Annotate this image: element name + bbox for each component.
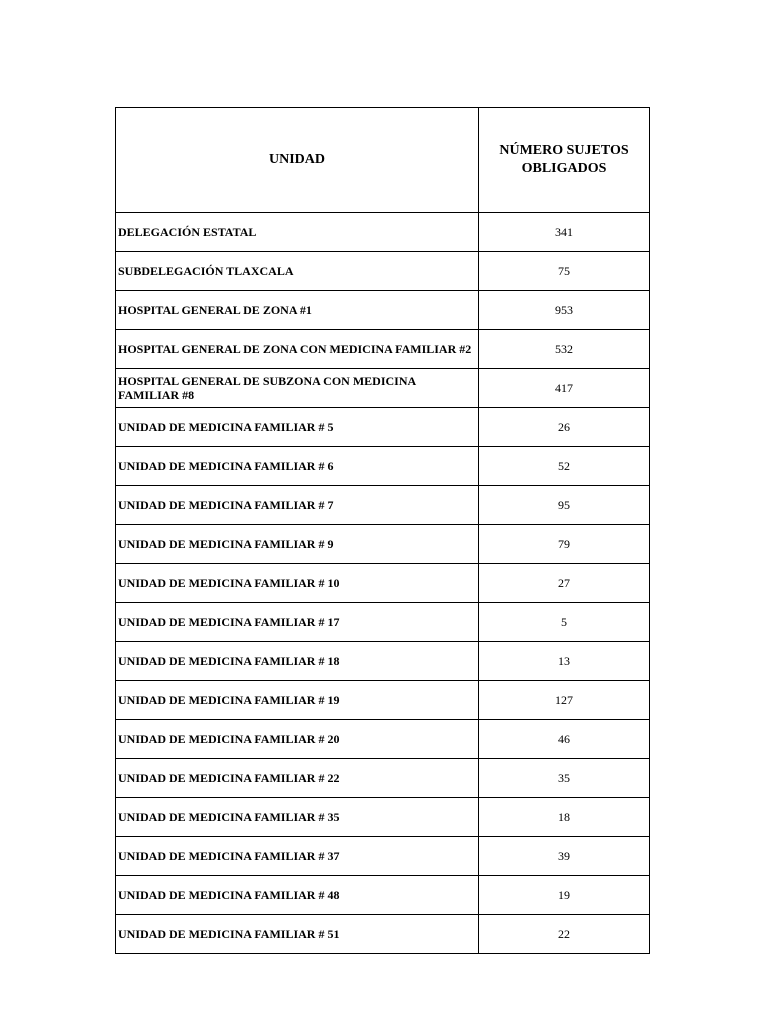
table-row <box>116 252 650 291</box>
count-cell: 5 <box>479 603 650 642</box>
count-cell: 13 <box>479 642 650 681</box>
count-cell: 52 <box>479 447 650 486</box>
unit-cell: HOSPITAL GENERAL DE SUBZONA CON MEDICINA FAMILIAR #8 <box>116 369 479 408</box>
table-row <box>116 876 650 915</box>
table-row <box>116 486 650 525</box>
table-row <box>116 369 650 408</box>
units-table <box>115 107 650 954</box>
count-cell: 22 <box>479 915 650 954</box>
count-cell: 532 <box>479 330 650 369</box>
table-row <box>116 213 650 252</box>
unit-cell: UNIDAD DE MEDICINA FAMILIAR # 35 <box>116 798 479 837</box>
count-cell: 953 <box>479 291 650 330</box>
table-row <box>116 837 650 876</box>
unit-cell: UNIDAD DE MEDICINA FAMILIAR # 22 <box>116 759 479 798</box>
table-row <box>116 915 650 954</box>
unit-cell: UNIDAD DE MEDICINA FAMILIAR # 10 <box>116 564 479 603</box>
table-row <box>116 798 650 837</box>
unit-cell: HOSPITAL GENERAL DE ZONA #1 <box>116 291 479 330</box>
unit-cell: HOSPITAL GENERAL DE ZONA CON MEDICINA FAMILIAR #2 <box>116 330 479 369</box>
unit-cell: UNIDAD DE MEDICINA FAMILIAR # 51 <box>116 915 479 954</box>
unit-cell: UNIDAD DE MEDICINA FAMILIAR # 9 <box>116 525 479 564</box>
unit-cell: UNIDAD DE MEDICINA FAMILIAR # 5 <box>116 408 479 447</box>
count-cell: 341 <box>479 213 650 252</box>
count-cell: 27 <box>479 564 650 603</box>
unit-cell: DELEGACIÓN ESTATAL <box>116 213 479 252</box>
unit-cell: UNIDAD DE MEDICINA FAMILIAR # 17 <box>116 603 479 642</box>
unit-cell: UNIDAD DE MEDICINA FAMILIAR # 37 <box>116 837 479 876</box>
table-row <box>116 330 650 369</box>
header-count: NÚMERO SUJETOS OBLIGADOS <box>479 108 650 213</box>
table-header-row <box>116 108 650 213</box>
count-cell: 417 <box>479 369 650 408</box>
unit-cell: UNIDAD DE MEDICINA FAMILIAR # 18 <box>116 642 479 681</box>
table-row <box>116 564 650 603</box>
table-row <box>116 720 650 759</box>
table-row <box>116 603 650 642</box>
count-cell: 95 <box>479 486 650 525</box>
count-cell: 26 <box>479 408 650 447</box>
table-row <box>116 525 650 564</box>
unit-cell: UNIDAD DE MEDICINA FAMILIAR # 20 <box>116 720 479 759</box>
unit-cell: UNIDAD DE MEDICINA FAMILIAR # 6 <box>116 447 479 486</box>
count-cell: 127 <box>479 681 650 720</box>
count-cell: 39 <box>479 837 650 876</box>
header-unit: UNIDAD <box>116 108 479 213</box>
count-cell: 46 <box>479 720 650 759</box>
table-body <box>116 213 650 954</box>
table-row <box>116 759 650 798</box>
table-row <box>116 642 650 681</box>
table-row <box>116 447 650 486</box>
table-row <box>116 681 650 720</box>
count-cell: 79 <box>479 525 650 564</box>
unit-cell: SUBDELEGACIÓN TLAXCALA <box>116 252 479 291</box>
table-row <box>116 408 650 447</box>
unit-cell: UNIDAD DE MEDICINA FAMILIAR # 19 <box>116 681 479 720</box>
unit-cell: UNIDAD DE MEDICINA FAMILIAR # 48 <box>116 876 479 915</box>
count-cell: 35 <box>479 759 650 798</box>
count-cell: 18 <box>479 798 650 837</box>
count-cell: 75 <box>479 252 650 291</box>
count-cell: 19 <box>479 876 650 915</box>
table-row <box>116 291 650 330</box>
unit-cell: UNIDAD DE MEDICINA FAMILIAR # 7 <box>116 486 479 525</box>
